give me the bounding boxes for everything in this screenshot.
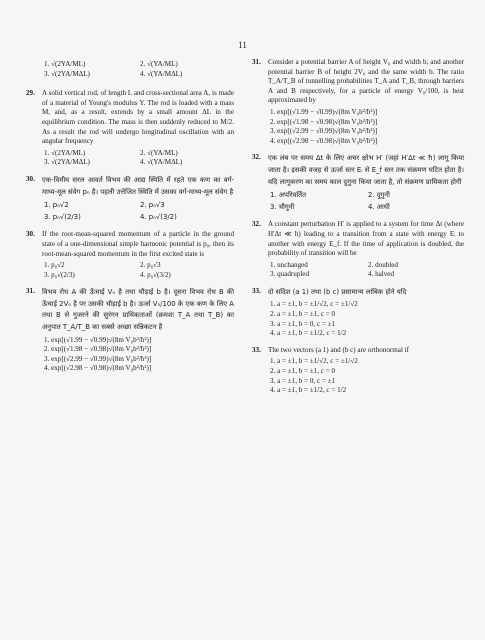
question-32 bbox=[252, 220, 464, 280]
answer-option: 1. a = ±1, b = ±1/√2, c = ±1/√2 bbox=[270, 357, 358, 366]
question-number: 30. bbox=[26, 230, 35, 239]
answer-option: 3. √(2YA/MΔL) bbox=[44, 69, 90, 78]
question-number: 33. bbox=[252, 286, 261, 295]
answer-option: 1. √(2YA/ML) bbox=[44, 148, 86, 157]
carryover-options bbox=[26, 60, 234, 79]
right-column bbox=[252, 58, 464, 403]
answer-option: 1. अपरिवर्तित bbox=[270, 191, 307, 200]
answer-option: 4. p₀√(3/2) bbox=[140, 270, 171, 279]
answer-option: 3. exp[(√2.99 − √0.99)√(8m V₀b²/ħ²)] bbox=[270, 127, 378, 136]
question-33 bbox=[252, 346, 464, 396]
answer-option: 3. p₀√(2/3) bbox=[44, 270, 75, 279]
answer-options bbox=[42, 200, 234, 223]
answer-option: 4. halved bbox=[368, 270, 395, 279]
answer-option: 1. p₀√2 bbox=[44, 261, 65, 270]
answer-option: 2. doubled bbox=[368, 260, 398, 269]
answer-option: 3. a = ±1, b = 0, c = ±1 bbox=[270, 376, 336, 385]
answer-options bbox=[268, 300, 464, 338]
answer-option: 4. exp[(√2.98 − √0.98)√(8m V₀b²/ħ²)] bbox=[44, 364, 152, 373]
answer-option: 4. a = ±1, b = ±1/2, c = 1/2 bbox=[270, 386, 347, 395]
answer-option: 2. √(YA/ML) bbox=[140, 148, 178, 157]
question-number: 30. bbox=[26, 174, 35, 183]
answer-option: 1. unchanged bbox=[270, 260, 308, 269]
answer-option: 2. a = ±1, b = ±1, c = 0 bbox=[270, 310, 336, 319]
question-text: The two vectors (a 1) and (b c) are orthonormal if bbox=[268, 345, 410, 354]
question-30 bbox=[26, 175, 234, 223]
answer-option: 1. p₀√2 bbox=[44, 201, 69, 210]
answer-option: 4. a = ±1, b = ±1/2, c = 1/2 bbox=[270, 329, 347, 338]
answer-option: 1. exp[(√1.99 − √0.99)√(8m V₀b²/ħ²)] bbox=[44, 335, 152, 344]
question-number: 32. bbox=[252, 220, 261, 229]
answer-option: 3. चौगुनी bbox=[270, 202, 295, 211]
answer-option: 3. exp[(√2.99 − √0.99)√(8m V₀b²/ħ²)] bbox=[44, 354, 152, 363]
question-29 bbox=[26, 89, 234, 168]
answer-options bbox=[42, 149, 234, 168]
question-32 bbox=[252, 153, 464, 213]
question-31 bbox=[26, 287, 234, 374]
answer-option: 2. √(YA/ML) bbox=[140, 60, 178, 68]
answer-options bbox=[42, 261, 234, 280]
answer-option: 2. p₀√3 bbox=[140, 201, 165, 210]
answer-option: 2. exp[(√1.98 − √0.98)√(8m V₀b²/ħ²)] bbox=[270, 117, 378, 126]
answer-option: 3. p₀√(2/3) bbox=[44, 212, 81, 221]
answer-option: 4. आधी bbox=[368, 202, 390, 211]
question-number: 29. bbox=[26, 89, 35, 98]
answer-option: 1. exp[(√1.99 − √0.99)√(8m V₀b²/ħ²)] bbox=[270, 107, 378, 116]
answer-option: 2. a = ±1, b = ±1, c = 0 bbox=[270, 367, 336, 376]
answer-option: 2. p₀√3 bbox=[140, 261, 161, 270]
question-text: If the root-mean-squared momentum of a particle in the ground state of a one-dimensional simple harmonic potential is p₀, then its root-mean-squared momentum in the first excited state is bbox=[42, 230, 234, 258]
answer-option: 4. √(YA/MΔL) bbox=[140, 158, 183, 167]
left-column bbox=[26, 58, 234, 381]
question-text: दो सदिश (a 1) तथा (b c) प्रसामान्य लांबिक होने यदि bbox=[268, 287, 407, 296]
question-text: Consider a potential barrier A of height V₀ and width b, and another potential barrier B of height 2V₀ and the same width b. The ratio T_A/T_B of tunnelling probabilities T_A and T_B, through barriers A and B respectively, for a particle of energy V₀/100, is best approximated by bbox=[268, 58, 464, 105]
question-number: 33. bbox=[252, 345, 261, 354]
answer-option: 1. a = ±1, b = ±1/√2, c = ±1/√2 bbox=[270, 300, 358, 309]
answer-option: 2. दुगुनी bbox=[368, 191, 390, 200]
answer-option: 1. √(2YA/ML) bbox=[44, 60, 86, 68]
question-text: A solid vertical rod, of length L and cross-sectional area A, is made of a material of Young's modulus Y. The rod is loaded with a mass M, and, as a result, extends by a small amount ΔL in the equilibrium condition. The mass is then suddenly reduced to M/2. As a result the rod will undergo longitudinal oscillation with an angular frequency bbox=[42, 89, 234, 146]
answer-option: 4. p₀√(3/2) bbox=[140, 212, 177, 221]
question-30 bbox=[26, 230, 234, 280]
question-31 bbox=[252, 58, 464, 146]
answer-options bbox=[268, 261, 464, 280]
answer-option: 3. a = ±1, b = 0, c = ±1 bbox=[270, 319, 336, 328]
answer-options bbox=[268, 190, 464, 213]
question-text: विभव रोध A की ऊँचाई V₀ है तथा चौड़ाई b है। दूसरा विभव रोध B की ऊँचाई 2V₀ है पर उसकी चौड़ाई b है। ऊर्जा V₀/100 के एक कण के लिए A तथा B से गुजरने की सुरंगन प्रायिकताओं (क्रमशः T_A तथा T_B) का अनुपात T_A/T_B का सबसे अच्छा सन्निकटन है bbox=[42, 288, 234, 332]
question-text: एक लंब पर समय Δt के लिए अचर क्षोभ H′ (जहां H′Δt ≪ ħ) लागू किया जाता है। इसकी वजह से ऊर्जा स्तर Eᵢ से E_f स्तर तक संक्रमण घटित होता है। यदि लागूकरण का समय काल दुगुना किया जाता है, तो संक्रमण प्रायिकता होगी bbox=[268, 154, 464, 186]
answer-option: 3. √(2YA/MΔL) bbox=[44, 158, 90, 167]
question-text: एक-विमीय सरल आवर्त विभव की आद्य स्थिति में रहते एक कण का वर्ग-माध्य-मूल संवेग p₀ है। पहली उत्तेजित स्थिति में उसका वर्ग-माध्य-मूल संवेग है bbox=[42, 175, 234, 196]
answer-options bbox=[42, 336, 234, 374]
answer-option: 4. exp[(√2.98 − √0.98)√(8m V₀b²/ħ²)] bbox=[270, 136, 378, 145]
answer-option: 4. √(YA/MΔL) bbox=[140, 69, 183, 78]
answer-option: 3. quadrupled bbox=[270, 270, 310, 279]
question-number: 32. bbox=[252, 153, 261, 162]
question-33 bbox=[252, 287, 464, 339]
page-number: 11 bbox=[238, 40, 247, 50]
question-number: 31. bbox=[252, 58, 261, 66]
question-number: 31. bbox=[26, 287, 35, 296]
answer-options bbox=[268, 108, 464, 146]
answer-options bbox=[268, 357, 464, 395]
answer-option: 2. exp[(√1.98 − √0.98)√(8m V₀b²/ħ²)] bbox=[44, 345, 152, 354]
question-text: A constant perturbation H′ is applied to a system for time Δt (where H′Δt ≪ ħ) leading to a transition from a state with energy Eᵢ to another with energy E_f. If the time of application is doubled, the probability of transition will be bbox=[268, 220, 464, 258]
